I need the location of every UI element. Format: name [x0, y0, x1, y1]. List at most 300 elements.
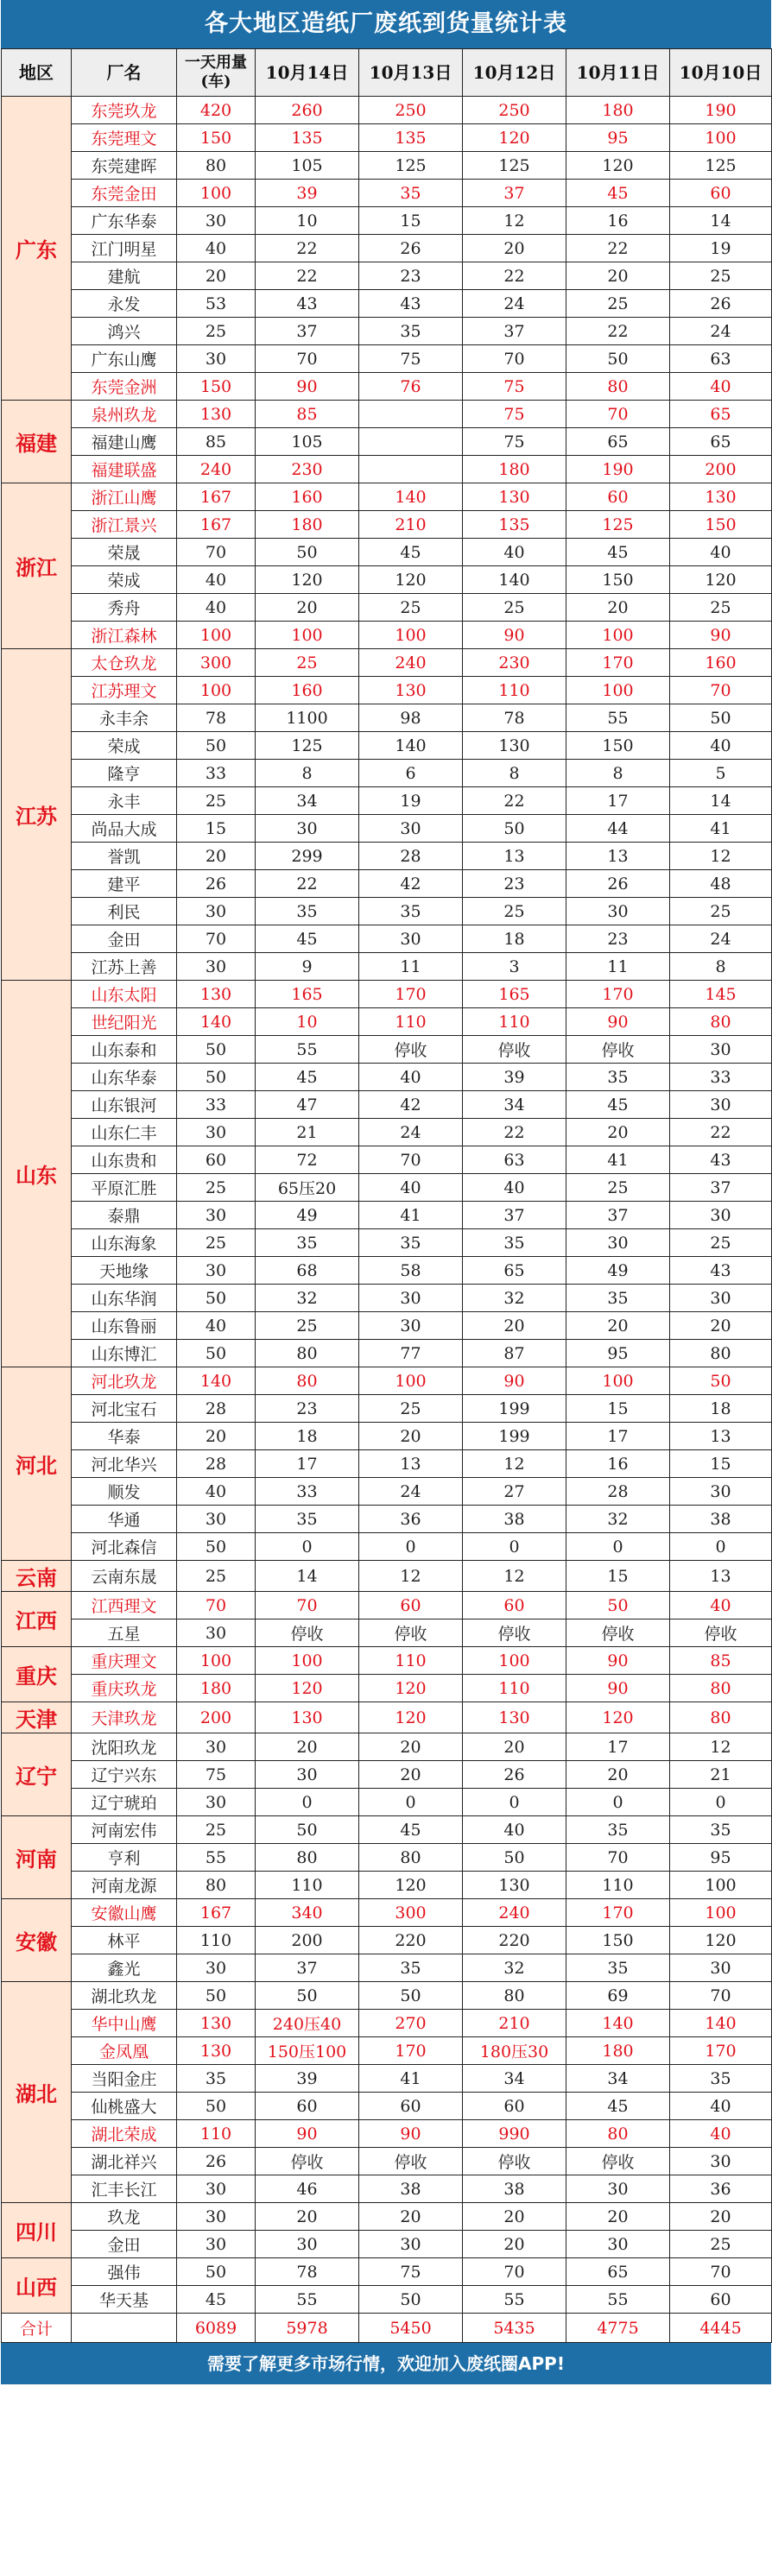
arrival-value: 50	[566, 1592, 670, 1619]
arrival-value: 40	[670, 732, 772, 760]
mill-name: 永丰余	[72, 704, 177, 732]
arrival-value: 35	[670, 1816, 772, 1844]
arrival-value: 22	[463, 262, 566, 290]
mill-name: 仙桃盛大	[72, 2093, 177, 2120]
arrival-value: 78	[256, 2258, 359, 2286]
arrival-value: 35	[256, 1506, 359, 1533]
mill-name: 泰鼎	[72, 1202, 177, 1229]
arrival-value: 6	[359, 760, 463, 787]
table-row	[2, 2148, 772, 2175]
table-row	[2, 2010, 772, 2037]
arrival-value: 22	[566, 235, 670, 262]
arrival-value: 135	[463, 511, 566, 539]
mill-name: 东莞金洲	[72, 373, 177, 401]
arrival-value: 25	[670, 898, 772, 925]
arrival-value: 13	[566, 843, 670, 870]
arrival-value: 140	[359, 483, 463, 511]
arrival-value: 38	[670, 1506, 772, 1533]
arrival-value: 20	[463, 1733, 566, 1761]
arrival-value: 110	[463, 1675, 566, 1702]
daily-usage: 180	[177, 1675, 256, 1702]
arrival-value: 40	[670, 2120, 772, 2148]
arrival-value: 37	[256, 318, 359, 345]
arrival-value: 14	[670, 207, 772, 235]
mill-name: 山东博汇	[72, 1340, 177, 1367]
table-row	[2, 2065, 772, 2093]
table-row	[2, 318, 772, 345]
table-row	[2, 649, 772, 677]
arrival-value: 120	[359, 1872, 463, 1899]
arrival-value: 44	[566, 815, 670, 843]
arrival-value: 25	[566, 290, 670, 318]
daily-usage: 50	[177, 1340, 256, 1367]
arrival-value: 105	[256, 152, 359, 180]
arrival-value: 100	[566, 622, 670, 649]
arrival-value: 22	[463, 787, 566, 815]
arrival-value	[359, 428, 463, 456]
arrival-value: 38	[463, 1506, 566, 1533]
mill-name: 东莞建晖	[72, 152, 177, 180]
table-row	[2, 2093, 772, 2120]
arrival-value: 18	[256, 1423, 359, 1450]
region-cell: 山东	[2, 981, 72, 1367]
daily-usage: 50	[177, 1036, 256, 1064]
arrival-value: 22	[256, 235, 359, 262]
mill-name: 泉州玖龙	[72, 401, 177, 428]
table-row	[2, 2286, 772, 2314]
arrival-value: 45	[566, 180, 670, 207]
daily-usage: 150	[177, 124, 256, 152]
table-row	[2, 180, 772, 207]
arrival-value: 100	[670, 124, 772, 152]
daily-usage: 30	[177, 1619, 256, 1647]
arrival-value: 90	[566, 1647, 670, 1675]
daily-usage: 130	[177, 2037, 256, 2065]
daily-usage: 200	[177, 1702, 256, 1733]
mill-name: 华泰	[72, 1423, 177, 1450]
arrival-value: 55	[566, 704, 670, 732]
arrival-value: 80	[670, 1702, 772, 1733]
arrival-value: 0	[670, 1789, 772, 1816]
arrival-value: 76	[359, 373, 463, 401]
arrival-value: 110	[359, 1647, 463, 1675]
arrival-value: 45	[566, 1091, 670, 1119]
daily-usage: 167	[177, 511, 256, 539]
arrival-value: 170	[566, 981, 670, 1008]
daily-usage: 15	[177, 815, 256, 843]
mill-name: 荣成	[72, 566, 177, 594]
table-row	[2, 1954, 772, 1982]
arrival-value: 43	[670, 1146, 772, 1174]
table-row	[2, 1229, 772, 1257]
mill-name: 建航	[72, 262, 177, 290]
arrival-value: 100	[256, 1647, 359, 1675]
table-body	[2, 97, 772, 2343]
daily-usage: 30	[177, 207, 256, 235]
arrival-value: 20	[463, 2231, 566, 2258]
daily-usage: 30	[177, 1202, 256, 1229]
mill-name: 太仓玖龙	[72, 649, 177, 677]
arrival-value: 17	[256, 1450, 359, 1478]
arrival-value: 37	[463, 1202, 566, 1229]
arrival-value: 125	[670, 152, 772, 180]
arrival-value: 135	[359, 124, 463, 152]
arrival-value	[359, 401, 463, 428]
table-row	[2, 1675, 772, 1702]
arrival-value: 150	[670, 511, 772, 539]
arrival-value: 165	[256, 981, 359, 1008]
arrival-value: 27	[463, 1478, 566, 1506]
table-row	[2, 511, 772, 539]
daily-usage: 20	[177, 1423, 256, 1450]
arrival-value: 95	[566, 124, 670, 152]
daily-usage: 25	[177, 787, 256, 815]
arrival-value: 20	[256, 2203, 359, 2231]
arrival-value: 停收	[359, 1619, 463, 1647]
arrival-value: 120	[359, 566, 463, 594]
table-row	[2, 1761, 772, 1789]
arrival-value: 30	[256, 2231, 359, 2258]
mill-name: 亨利	[72, 1844, 177, 1872]
arrival-value: 140	[359, 732, 463, 760]
daily-usage: 140	[177, 1008, 256, 1036]
daily-usage: 420	[177, 97, 256, 124]
daily-usage: 30	[177, 1954, 256, 1982]
arrival-value: 40	[670, 2093, 772, 2120]
arrival-value: 0	[256, 1533, 359, 1561]
arrival-value: 140	[670, 2010, 772, 2037]
arrival-value: 220	[463, 1927, 566, 1954]
arrival-value: 60	[670, 2286, 772, 2314]
arrival-value: 34	[566, 2065, 670, 2093]
arrival-value: 160	[256, 483, 359, 511]
daily-usage: 28	[177, 1395, 256, 1423]
table-row	[2, 539, 772, 566]
table-row	[2, 235, 772, 262]
arrival-value: 63	[463, 1146, 566, 1174]
arrival-value: 50	[670, 1367, 772, 1395]
arrival-value: 120	[256, 566, 359, 594]
arrival-value: 45	[566, 2093, 670, 2120]
arrival-value: 20	[566, 594, 670, 622]
mill-name: 山东仁丰	[72, 1119, 177, 1146]
arrival-value: 25	[670, 1229, 772, 1257]
arrival-value: 110	[463, 677, 566, 704]
arrival-value: 35	[256, 1229, 359, 1257]
total-value: 5450	[359, 2314, 463, 2343]
arrival-value: 130	[463, 483, 566, 511]
mill-name: 河北玖龙	[72, 1367, 177, 1395]
arrival-value	[359, 456, 463, 483]
daily-usage: 110	[177, 1927, 256, 1954]
arrival-value: 23	[463, 870, 566, 898]
mill-name: 福建联盛	[72, 456, 177, 483]
arrival-value: 70	[670, 1982, 772, 2010]
arrival-value: 33	[670, 1064, 772, 1091]
arrival-value: 100	[670, 1872, 772, 1899]
arrival-value: 120	[566, 1702, 670, 1733]
table-row	[2, 1064, 772, 1091]
arrival-value: 25	[256, 649, 359, 677]
arrival-value: 35	[359, 1954, 463, 1982]
mill-name: 永丰	[72, 787, 177, 815]
mill-name: 华中山鹰	[72, 2010, 177, 2037]
arrival-value: 12	[670, 1733, 772, 1761]
mill-name: 东莞金田	[72, 180, 177, 207]
mill-name: 江苏理文	[72, 677, 177, 704]
arrival-value: 43	[670, 1257, 772, 1285]
arrival-value: 3	[463, 953, 566, 981]
daily-usage: 25	[177, 318, 256, 345]
header-date-5: 10月10日	[670, 49, 772, 97]
total-value: 4775	[566, 2314, 670, 2343]
arrival-value: 125	[359, 152, 463, 180]
mill-name: 世纪阳光	[72, 1008, 177, 1036]
arrival-value: 75	[463, 373, 566, 401]
arrival-value: 28	[359, 843, 463, 870]
arrival-value: 30	[566, 1229, 670, 1257]
arrival-value: 199	[463, 1395, 566, 1423]
daily-usage: 140	[177, 1367, 256, 1395]
daily-usage: 25	[177, 1174, 256, 1202]
report-sheet	[1, 0, 771, 2384]
mill-name: 五星	[72, 1619, 177, 1647]
arrival-value: 13	[463, 843, 566, 870]
arrival-value: 19	[359, 787, 463, 815]
arrival-value: 200	[670, 456, 772, 483]
arrival-value: 30	[359, 1312, 463, 1340]
mill-name: 山东太阳	[72, 981, 177, 1008]
arrival-value: 15	[566, 1395, 670, 1423]
table-row	[2, 2037, 772, 2065]
region-cell: 四川	[2, 2203, 72, 2258]
arrival-value: 28	[566, 1478, 670, 1506]
arrival-value: 250	[359, 97, 463, 124]
arrival-value: 40	[670, 1592, 772, 1619]
table-row	[2, 1036, 772, 1064]
arrival-value: 30	[670, 2148, 772, 2175]
arrival-value: 15	[359, 207, 463, 235]
mill-name: 华天基	[72, 2286, 177, 2314]
table-row	[2, 1202, 772, 1229]
mill-name: 顺发	[72, 1478, 177, 1506]
table-row	[2, 290, 772, 318]
table-row	[2, 483, 772, 511]
arrival-value: 50	[670, 704, 772, 732]
arrival-value: 20	[566, 1119, 670, 1146]
arrival-value: 80	[256, 1367, 359, 1395]
arrival-value: 49	[566, 1257, 670, 1285]
mill-name: 浙江景兴	[72, 511, 177, 539]
arrival-value: 70	[566, 401, 670, 428]
arrival-value: 55	[566, 2286, 670, 2314]
arrival-value: 35	[256, 898, 359, 925]
arrival-value: 120	[463, 124, 566, 152]
arrival-value: 95	[670, 1844, 772, 1872]
mill-name: 辽宁琥珀	[72, 1789, 177, 1816]
arrival-value: 14	[670, 787, 772, 815]
arrival-value: 20	[359, 1761, 463, 1789]
table-row	[2, 1816, 772, 1844]
arrival-value: 70	[670, 677, 772, 704]
arrival-value: 120	[359, 1702, 463, 1733]
mill-name: 山东贵和	[72, 1146, 177, 1174]
arrival-value: 80	[670, 1675, 772, 1702]
mill-name: 江西理文	[72, 1592, 177, 1619]
mill-name: 尚品大成	[72, 815, 177, 843]
daily-usage: 85	[177, 428, 256, 456]
arrival-value: 90	[670, 622, 772, 649]
arrival-value: 140	[463, 566, 566, 594]
daily-usage: 30	[177, 953, 256, 981]
daily-usage: 25	[177, 1561, 256, 1592]
daily-usage: 40	[177, 235, 256, 262]
arrival-value: 22	[670, 1119, 772, 1146]
arrival-value: 35	[566, 1064, 670, 1091]
arrival-value: 停收	[359, 2148, 463, 2175]
arrival-value: 15	[670, 1450, 772, 1478]
daily-usage: 30	[177, 1257, 256, 1285]
daily-usage: 25	[177, 1816, 256, 1844]
table-row	[2, 1561, 772, 1592]
arrival-value: 40	[670, 373, 772, 401]
arrival-value: 20	[670, 1312, 772, 1340]
region-cell: 江西	[2, 1592, 72, 1647]
table-row	[2, 566, 772, 594]
arrival-value: 30	[359, 815, 463, 843]
arrival-value: 35	[566, 1816, 670, 1844]
daily-usage: 130	[177, 981, 256, 1008]
table-row	[2, 2258, 772, 2286]
arrival-value: 190	[566, 456, 670, 483]
arrival-value: 160	[670, 649, 772, 677]
arrival-value: 35	[566, 1285, 670, 1312]
arrival-value: 25	[670, 594, 772, 622]
arrival-value: 170	[359, 981, 463, 1008]
daily-usage: 150	[177, 373, 256, 401]
arrival-value: 0	[566, 1533, 670, 1561]
arrival-value: 77	[359, 1340, 463, 1367]
table-row	[2, 2231, 772, 2258]
arrival-value: 60	[359, 2093, 463, 2120]
arrival-value: 13	[359, 1450, 463, 1478]
arrival-value: 20	[566, 2203, 670, 2231]
arrival-value: 30	[359, 2231, 463, 2258]
arrival-value: 停收	[256, 1619, 359, 1647]
table-row	[2, 345, 772, 373]
arrival-value: 98	[359, 704, 463, 732]
arrival-value: 12	[359, 1561, 463, 1592]
arrival-value: 145	[670, 981, 772, 1008]
daily-usage: 55	[177, 1844, 256, 1872]
arrival-value: 80	[566, 2120, 670, 2148]
arrival-value: 11	[359, 953, 463, 981]
arrival-value: 105	[256, 428, 359, 456]
arrival-value: 230	[463, 649, 566, 677]
header-date-1: 10月14日	[256, 49, 359, 97]
region-cell: 江苏	[2, 649, 72, 981]
arrival-value: 70	[566, 1844, 670, 1872]
arrival-value: 17	[566, 1423, 670, 1450]
arrivals-table	[1, 48, 772, 2343]
table-row	[2, 1008, 772, 1036]
arrival-value: 13	[670, 1423, 772, 1450]
arrival-value: 299	[256, 843, 359, 870]
arrival-value: 12	[463, 1561, 566, 1592]
arrival-value: 22	[463, 1119, 566, 1146]
arrival-value: 50	[359, 1982, 463, 2010]
table-row	[2, 594, 772, 622]
table-row	[2, 152, 772, 180]
arrival-value: 34	[463, 2065, 566, 2093]
arrival-value: 80	[566, 373, 670, 401]
table-row	[2, 207, 772, 235]
arrival-value: 45	[359, 1816, 463, 1844]
arrival-value: 100	[359, 1367, 463, 1395]
arrival-value: 34	[256, 787, 359, 815]
arrival-value: 18	[463, 925, 566, 953]
mill-name: 天地缘	[72, 1257, 177, 1285]
arrival-value: 25	[670, 262, 772, 290]
mill-name: 誉凯	[72, 843, 177, 870]
mill-name: 福建山鹰	[72, 428, 177, 456]
arrival-value: 30	[670, 1036, 772, 1064]
arrival-value: 60	[670, 180, 772, 207]
table-row	[2, 1733, 772, 1761]
arrival-value: 50	[463, 1844, 566, 1872]
table-row	[2, 1423, 772, 1450]
arrival-value: 80	[670, 1008, 772, 1036]
arrival-value: 190	[670, 97, 772, 124]
daily-usage: 30	[177, 1119, 256, 1146]
arrival-value: 0	[256, 1789, 359, 1816]
table-row	[2, 815, 772, 843]
arrival-value: 50	[256, 539, 359, 566]
table-row	[2, 1533, 772, 1561]
arrival-value: 170	[566, 1899, 670, 1927]
arrival-value: 130	[670, 483, 772, 511]
arrival-value: 25	[359, 594, 463, 622]
table-row	[2, 1927, 772, 1954]
mill-name: 永发	[72, 290, 177, 318]
arrival-value: 37	[566, 1202, 670, 1229]
arrival-value: 30	[566, 898, 670, 925]
arrival-value: 60	[463, 1592, 566, 1619]
mill-name: 东莞理文	[72, 124, 177, 152]
arrival-value: 100	[566, 1367, 670, 1395]
table-row	[2, 1340, 772, 1367]
daily-usage: 75	[177, 1761, 256, 1789]
daily-usage: 70	[177, 1592, 256, 1619]
arrival-value: 135	[256, 124, 359, 152]
arrival-value: 43	[256, 290, 359, 318]
mill-name: 云南东晟	[72, 1561, 177, 1592]
arrival-value: 180	[566, 2037, 670, 2065]
region-cell: 福建	[2, 401, 72, 483]
arrival-value: 25	[256, 1312, 359, 1340]
arrival-value: 240	[359, 649, 463, 677]
arrival-value: 65	[566, 2258, 670, 2286]
arrival-value: 37	[463, 318, 566, 345]
daily-usage: 30	[177, 2175, 256, 2203]
arrival-value: 45	[359, 539, 463, 566]
arrival-value: 55	[256, 2286, 359, 2314]
arrival-value: 30	[670, 1954, 772, 1982]
arrival-value: 100	[359, 622, 463, 649]
arrival-value: 80	[359, 1844, 463, 1872]
mill-name: 沈阳玖龙	[72, 1733, 177, 1761]
daily-usage: 130	[177, 401, 256, 428]
